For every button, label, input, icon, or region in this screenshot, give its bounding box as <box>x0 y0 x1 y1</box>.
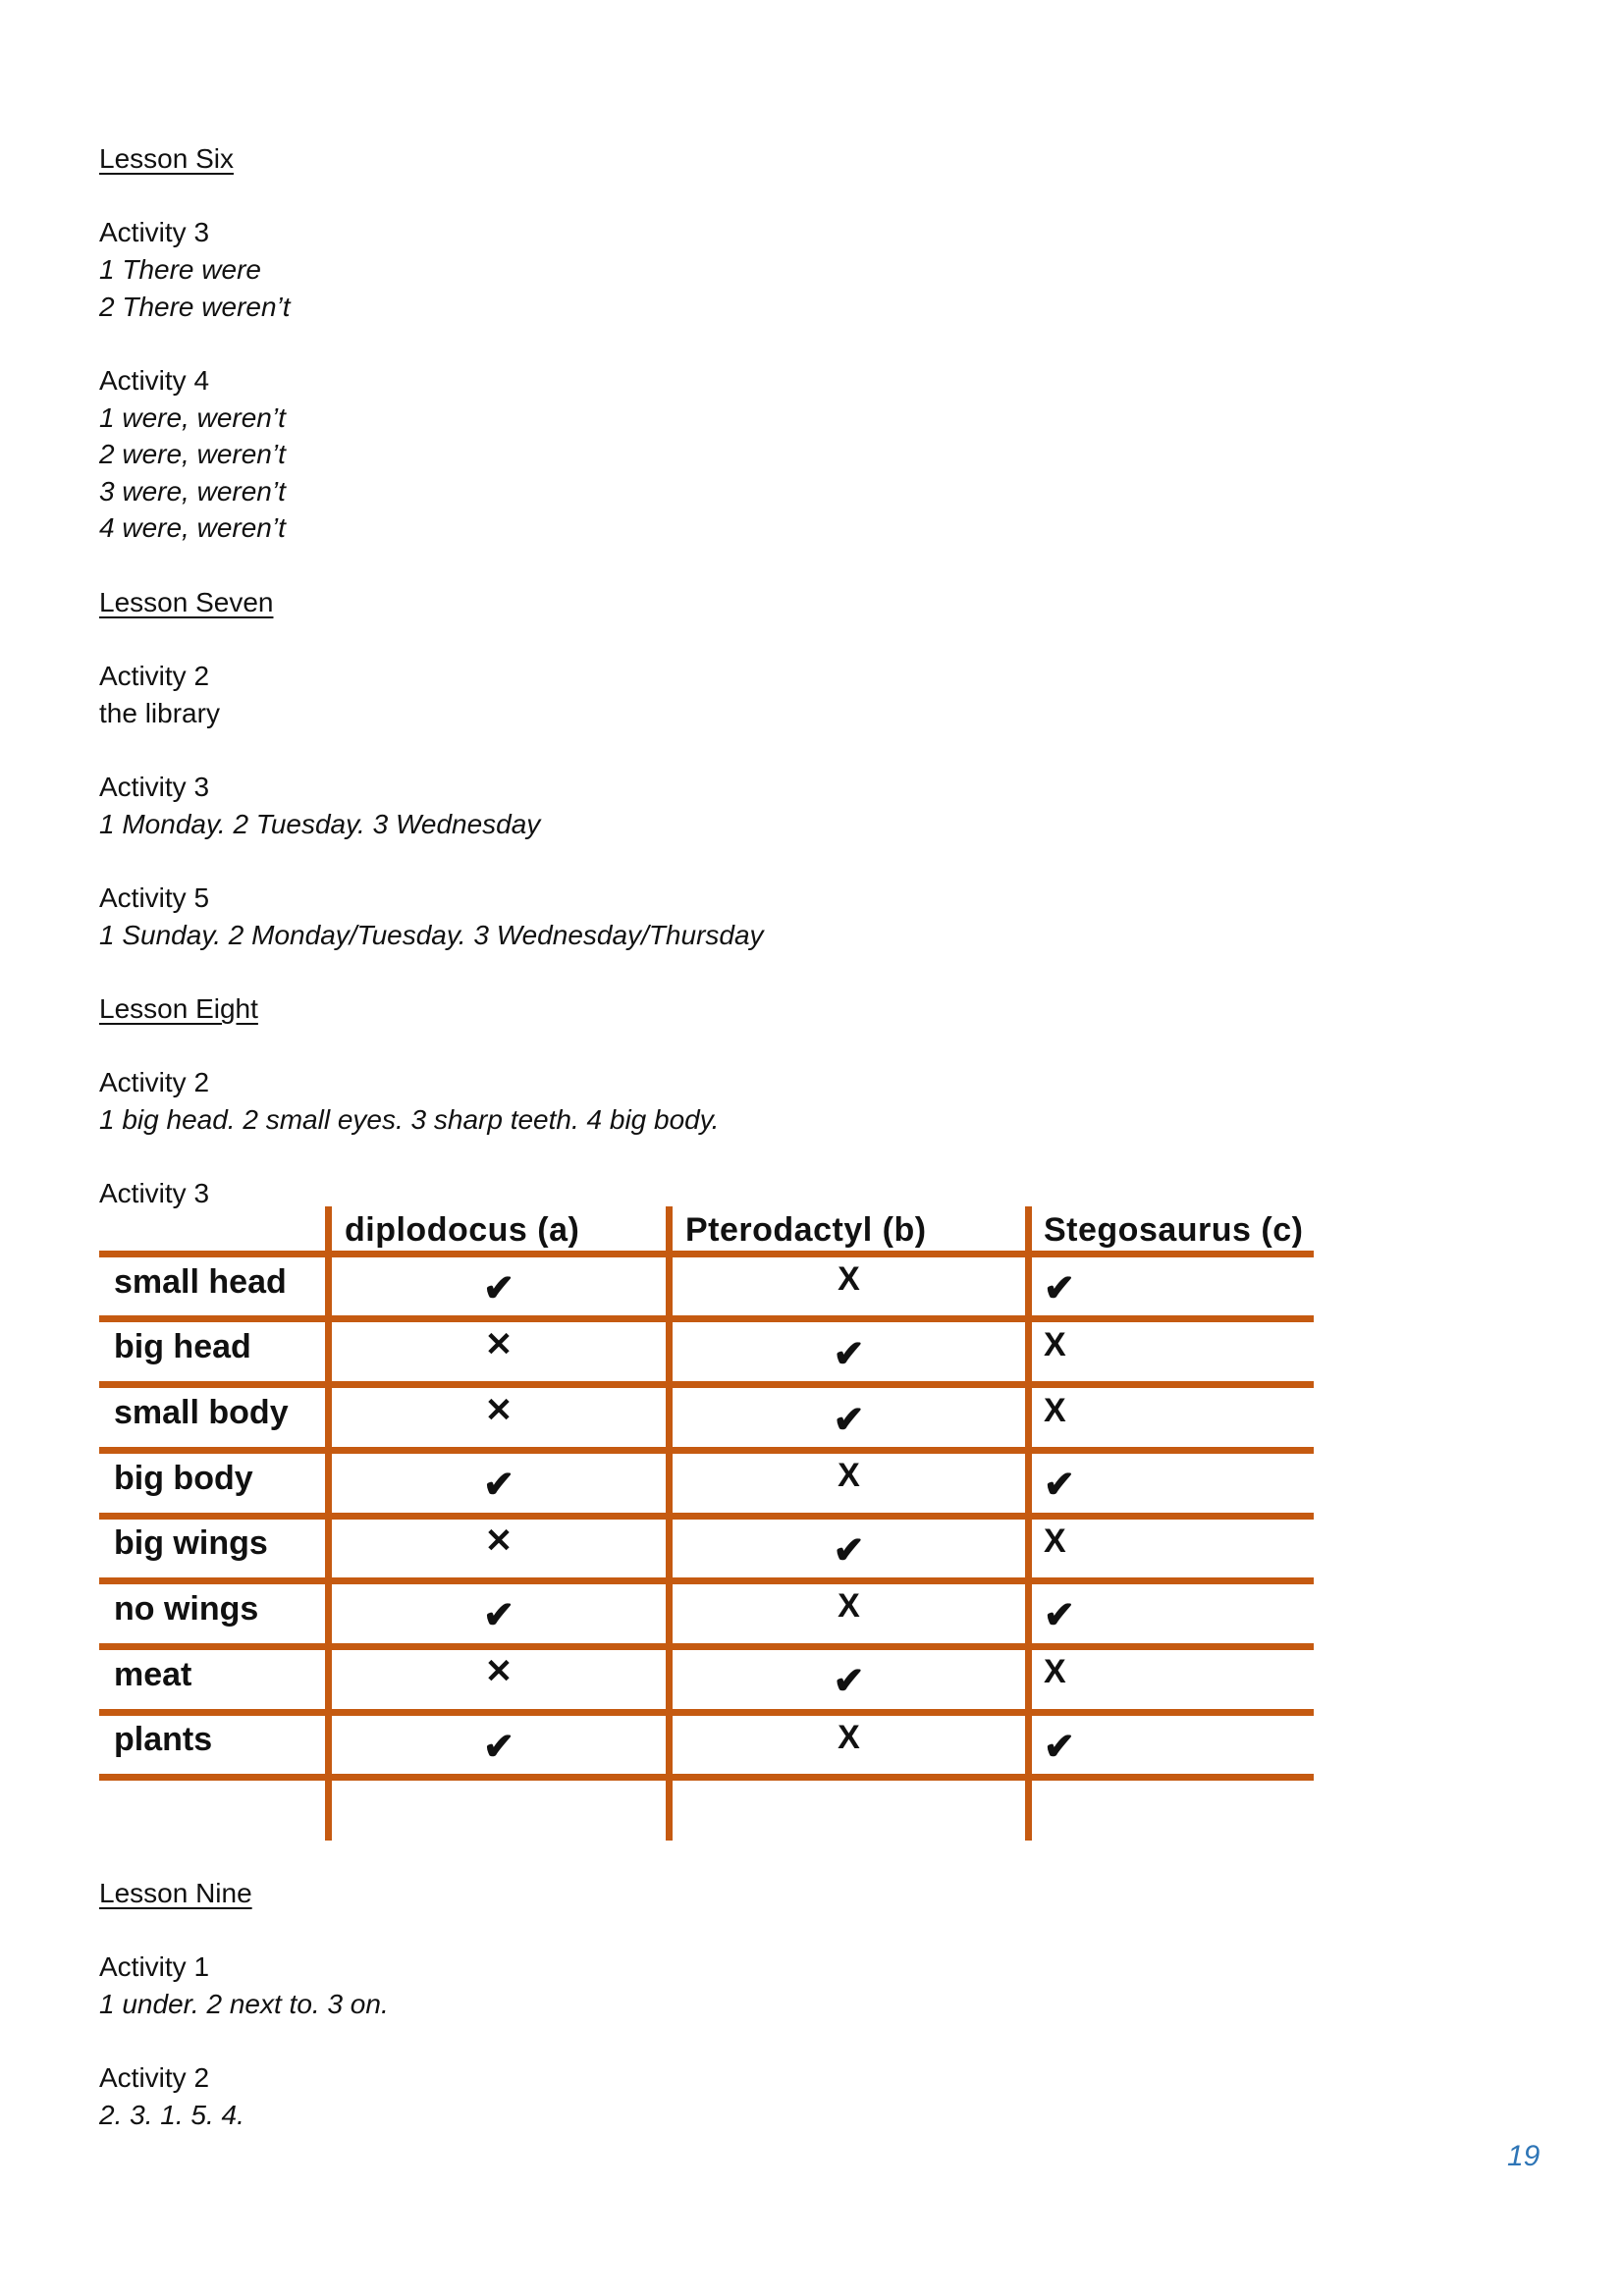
mark-meat-diplodocus: ✕ <box>484 1653 514 1690</box>
table-divider-horizontal <box>99 1447 1314 1454</box>
mark-big-wings-stegosaurus: X <box>1044 1522 1066 1560</box>
table-divider-horizontal <box>99 1251 1314 1257</box>
lesson-nine-activity-1-answer: 1 under. 2 next to. 3 on. <box>99 1989 389 2019</box>
lesson-nine-activity-2-title: Activity 2 <box>99 2062 210 2093</box>
mark-small-body-diplodocus: ✕ <box>484 1392 514 1429</box>
mark-meat-stegosaurus: X <box>1044 1653 1066 1690</box>
lesson-seven-activity-5-answer: 1 Sunday. 2 Monday/Tuesday. 3 Wednesday/Thursday <box>99 920 764 950</box>
table-divider-horizontal <box>99 1513 1314 1520</box>
table-divider-horizontal <box>99 1577 1314 1584</box>
mark-big-body-stegosaurus: ✔ <box>1044 1465 1075 1506</box>
lesson-seven-heading: Lesson Seven <box>99 587 274 617</box>
mark-no-wings-stegosaurus: ✔ <box>1044 1595 1075 1636</box>
lesson-eight-heading: Lesson Eight <box>99 993 258 1024</box>
lesson-seven-activity-3-title: Activity 3 <box>99 772 210 802</box>
table-divider-vertical <box>1025 1206 1032 1841</box>
lesson-nine-activity-2-answer: 2. 3. 1. 5. 4. <box>99 2100 244 2130</box>
mark-big-head-pterodactyl: ✔ <box>833 1334 865 1375</box>
mark-plants-stegosaurus: ✔ <box>1044 1727 1075 1768</box>
table-divider-horizontal <box>99 1643 1314 1650</box>
lesson-eight-activity-2-answer: 1 big head. 2 small eyes. 3 sharp teeth. 4 big body. <box>99 1104 720 1135</box>
mark-no-wings-pterodactyl: X <box>838 1587 860 1625</box>
mark-big-body-pterodactyl: X <box>838 1457 860 1494</box>
lesson-six-activity-4-answer-2: 2 were, weren’t <box>99 439 286 469</box>
mark-big-head-stegosaurus: X <box>1044 1326 1066 1363</box>
mark-small-body-pterodactyl: ✔ <box>833 1400 865 1441</box>
mark-big-head-diplodocus: ✕ <box>484 1326 514 1363</box>
lesson-seven-activity-2-title: Activity 2 <box>99 661 210 691</box>
row-label-meat: meat <box>114 1656 192 1693</box>
lesson-six-activity-4-answer-4: 4 were, weren’t <box>99 512 286 543</box>
mark-big-wings-diplodocus: ✕ <box>484 1522 514 1560</box>
lesson-nine-heading: Lesson Nine <box>99 1878 252 1908</box>
lesson-six-activity-4-answer-1: 1 were, weren’t <box>99 402 286 433</box>
lesson-seven-activity-5-title: Activity 5 <box>99 882 210 913</box>
mark-meat-pterodactyl: ✔ <box>833 1661 865 1702</box>
mark-small-body-stegosaurus: X <box>1044 1392 1066 1429</box>
row-label-big-head: big head <box>114 1328 251 1365</box>
lesson-six-heading: Lesson Six <box>99 143 234 174</box>
table-divider-horizontal <box>99 1315 1314 1322</box>
table-divider-horizontal <box>99 1774 1314 1781</box>
lesson-eight-activity-3-title: Activity 3 <box>99 1178 210 1208</box>
mark-plants-diplodocus: ✔ <box>483 1727 514 1768</box>
mark-big-body-diplodocus: ✔ <box>483 1465 514 1506</box>
mark-small-head-pterodactyl: X <box>838 1260 860 1298</box>
row-label-big-body: big body <box>114 1460 253 1497</box>
dinosaur-features-table <box>99 1206 1314 1841</box>
mark-big-wings-pterodactyl: ✔ <box>833 1530 865 1572</box>
mark-plants-pterodactyl: X <box>838 1719 860 1756</box>
row-label-small-head: small head <box>114 1263 287 1301</box>
lesson-six-activity-3-title: Activity 3 <box>99 217 210 247</box>
column-header-diplodocus: diplodocus (a) <box>345 1211 580 1249</box>
column-header-pterodactyl: Pterodactyl (b) <box>685 1211 927 1249</box>
column-header-stegosaurus: Stegosaurus (c) <box>1044 1211 1304 1249</box>
lesson-eight-activity-2-title: Activity 2 <box>99 1067 210 1097</box>
lesson-six-activity-4-answer-3: 3 were, weren’t <box>99 476 286 507</box>
mark-small-head-stegosaurus: ✔ <box>1044 1268 1075 1309</box>
table-divider-horizontal <box>99 1381 1314 1388</box>
table-divider-horizontal <box>99 1709 1314 1716</box>
row-label-big-wings: big wings <box>114 1524 268 1562</box>
row-label-small-body: small body <box>114 1394 289 1431</box>
row-label-no-wings: no wings <box>114 1590 259 1628</box>
lesson-nine-activity-1-title: Activity 1 <box>99 1951 210 1982</box>
lesson-six-activity-4-title: Activity 4 <box>99 365 210 396</box>
page-number: 19 <box>1507 2140 1541 2172</box>
lesson-six-activity-3-answer-1: 1 There were <box>99 254 261 285</box>
table-divider-vertical <box>666 1206 673 1841</box>
lesson-six-activity-3-answer-2: 2 There weren’t <box>99 292 291 322</box>
mark-no-wings-diplodocus: ✔ <box>483 1595 514 1636</box>
mark-small-head-diplodocus: ✔ <box>483 1268 514 1309</box>
row-label-plants: plants <box>114 1721 213 1758</box>
lesson-seven-activity-3-answer: 1 Monday. 2 Tuesday. 3 Wednesday <box>99 809 541 839</box>
lesson-seven-activity-2-answer: the library <box>99 698 220 728</box>
table-divider-vertical <box>325 1206 332 1841</box>
